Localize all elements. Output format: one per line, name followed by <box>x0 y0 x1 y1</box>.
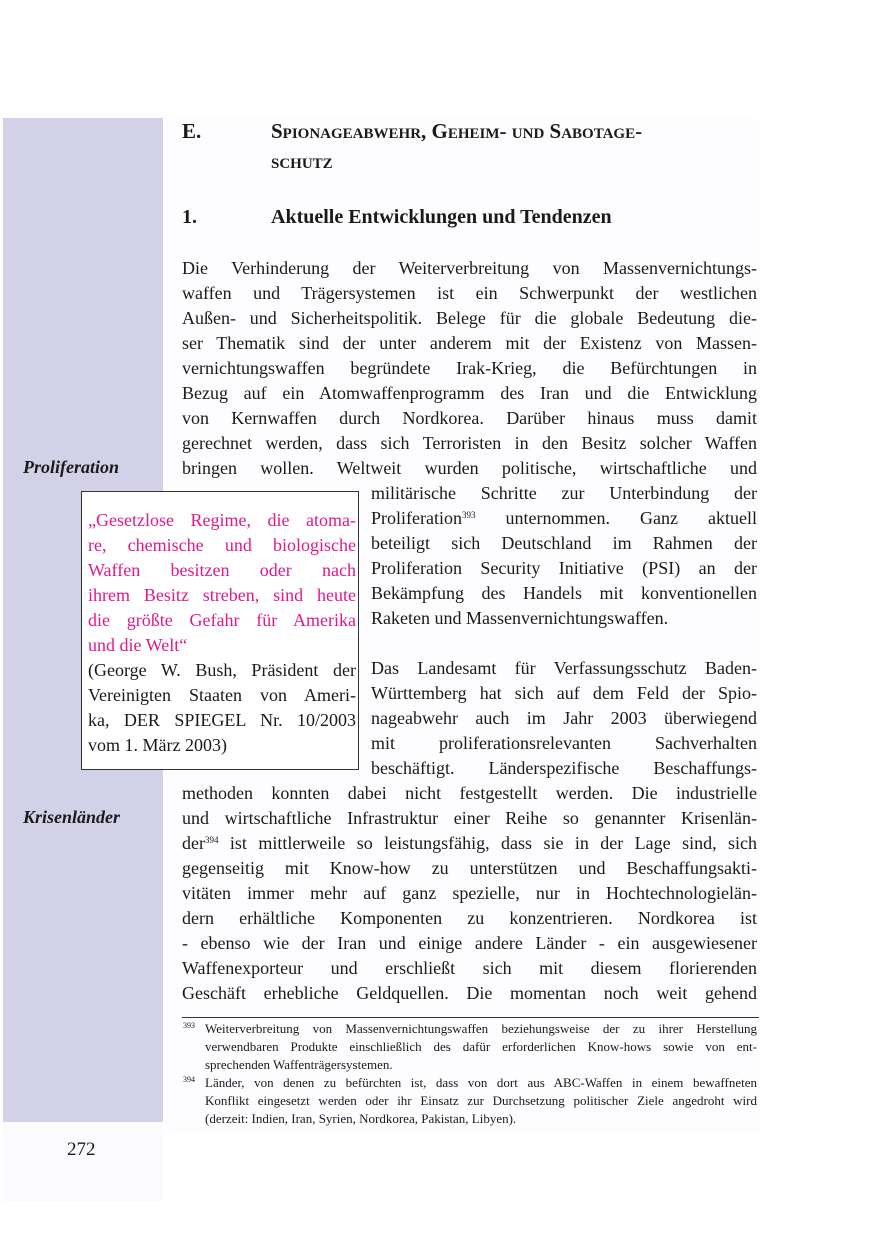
body-line: Das Landesamt für Verfassungsschutz Baden- <box>371 658 757 678</box>
body-line: gegenseitig mit Know-how zu unterstützen und Beschaffungsakti- <box>182 858 757 878</box>
subsection-title: Aktuelle Entwicklungen und Tendenzen <box>271 206 612 228</box>
quote-source-line: (George W. Bush, Präsident der <box>88 660 356 680</box>
footnote-line: Konflikt eingesetzt werden oder ihr Einsatz zur Durchsetzung politischer Ziele angedroht wird <box>205 1093 757 1108</box>
body-line: bringen wollen. Weltweit wurden politische, wirtschaftliche und <box>182 458 757 478</box>
body-line: militärische Schritte zur Unterbindung der <box>371 483 757 503</box>
quote-text-line: und die Welt“ <box>88 635 188 655</box>
quote-text-line: Waffen besitzen oder nach <box>88 560 356 580</box>
footnote-line: Weiterverbreitung von Massenvernichtungswaffen beziehungsweise der zu ihrer Herstellung <box>205 1021 757 1036</box>
body-line: Waffenexporteur und erschließt sich mit diesem florierenden <box>182 958 757 978</box>
body-line: von Kernwaffen durch Nordkorea. Darüber hinaus muss damit <box>182 408 757 428</box>
body-line: Raketen und Massenvernichtungswaffen. <box>371 608 669 628</box>
body-text-span: unternommen. Ganz aktuell <box>475 508 757 528</box>
quote-source-line: ka, DER SPIEGEL Nr. 10/2003 <box>88 710 356 730</box>
footnote-ref-394: 394 <box>204 835 219 845</box>
body-line: ser Thematik sind der unter anderem mit der Existenz von Massen- <box>182 333 757 353</box>
footnote-number: 393 <box>183 1021 195 1030</box>
body-line: Die Verhinderung der Weiterverbreitung von Massenvernichtungs- <box>182 258 757 278</box>
quote-box <box>81 491 359 770</box>
body-line: vernichtungswaffen begründete Irak-Krieg, die Befürchtungen in <box>182 358 757 378</box>
body-line: und wirtschaftliche Infrastruktur einer Reihe so genannter Krisenlän- <box>182 808 757 828</box>
section-title-line-1: Spionageabwehr, Geheim- und Sabotage- <box>271 119 643 143</box>
body-line: vitäten immer mehr auf ganz spezielle, nur in Hochtechnologielän- <box>182 883 757 903</box>
footnote-number: 394 <box>183 1075 195 1084</box>
margin-label-proliferation: Proliferation <box>23 457 120 477</box>
body-line: methoden konnten dabei nicht festgestellt werden. Die industrielle <box>182 783 757 803</box>
footnote-ref-393: 393 <box>461 510 476 520</box>
body-line: mit proliferationsrelevanten Sachverhalten <box>371 733 757 753</box>
body-line <box>371 506 757 531</box>
footnote-line: Länder, von denen zu befürchten ist, dass von dort aus ABC-Waffen in einem bewaffneten <box>205 1075 757 1090</box>
body-line: beteiligt sich Deutschland im Rahmen der <box>371 533 757 553</box>
sidebar-footer <box>3 1122 163 1202</box>
subsection-number: 1. <box>182 206 197 228</box>
quote-source-line: Vereinigten Staaten von Ameri- <box>88 685 356 705</box>
margin-label-krisenlaender: Krisenländer <box>23 807 121 827</box>
body-line: Bekämpfung des Handels mit konventionellen <box>371 583 757 603</box>
body-line: Geschäft erhebliche Geldquellen. Die momentan noch weit gehend <box>182 983 757 1003</box>
quote-text-line: die größte Gefahr für Amerika <box>88 610 356 630</box>
body-line: nageabwehr auch im Jahr 2003 überwiegend <box>371 708 757 728</box>
body-line <box>182 831 757 856</box>
footnote-line: sprechenden Waffenträgersystemen. <box>205 1057 393 1072</box>
body-line: Württemberg hat sich auf dem Feld der Spio- <box>371 683 757 703</box>
quote-source-line: vom 1. März 2003) <box>88 735 227 755</box>
page-number: 272 <box>67 1139 96 1160</box>
body-line: waffen und Trägersystemen ist ein Schwerpunkt der westlichen <box>182 283 757 303</box>
quote-text-line: „Gesetzlose Regime, die atoma- <box>88 510 356 530</box>
footnote-line: (derzeit: Indien, Iran, Syrien, Nordkorea, Pakistan, Libyen). <box>205 1111 517 1126</box>
section-title-line-2: schutz <box>271 149 333 173</box>
quote-text-line: ihrem Besitz streben, sind heute <box>88 585 356 605</box>
body-line: Außen- und Sicherheitspolitik. Belege für die globale Bedeutung die- <box>182 308 757 328</box>
quote-text-line: re, chemische und biologische <box>88 535 356 555</box>
body-line: Bezug auf ein Atomwaffenprogramm des Iran und die Entwicklung <box>182 383 757 403</box>
body-line: - ebenso wie der Iran und einige andere Länder - ein ausgewiesener <box>182 933 757 953</box>
body-line: beschäftigt. Länderspezifische Beschaffungs- <box>371 758 757 778</box>
body-line: gerechnet werden, dass sich Terroristen in den Besitz solcher Waffen <box>182 433 757 453</box>
section-title <box>271 116 760 176</box>
body-line: Proliferation Security Initiative (PSI) an der <box>371 558 757 578</box>
body-line: dern erhältliche Komponenten zu konzentrieren. Nordkorea ist <box>182 908 757 928</box>
section-number: E. <box>182 119 202 143</box>
footnote-divider <box>182 1017 759 1018</box>
body-text-span: ist mittlerweile so leistungsfähig, dass sie in der Lage sind, sich <box>218 833 757 853</box>
body-text-span: der <box>182 833 205 853</box>
body-text-span: Proliferation <box>371 508 462 528</box>
footnote-line: verwendbaren Produkte einschließlich des dafür erforderlichen Know-hows sowie von ent- <box>205 1039 757 1054</box>
